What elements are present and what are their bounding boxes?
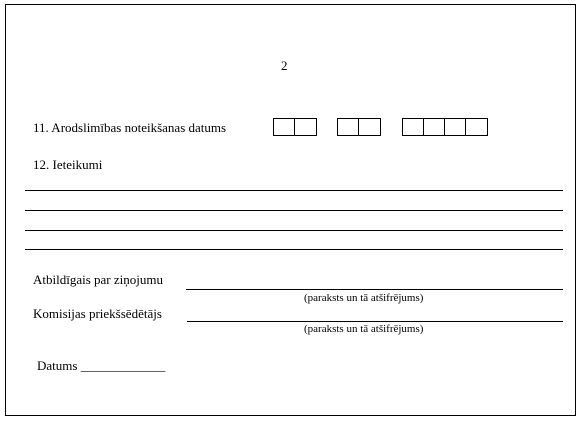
commission-chair-signature-line[interactable]: [187, 321, 563, 322]
date-footer-field[interactable]: Datums _____________: [37, 358, 166, 373]
responsible-person-label: Atbildīgais par ziņojumu: [33, 272, 163, 287]
diagnosis-date-month-boxes[interactable]: [337, 118, 381, 136]
recommendations-line[interactable]: [25, 249, 563, 250]
date-digit-box[interactable]: [424, 119, 445, 135]
diagnosis-date-day-boxes[interactable]: [273, 118, 317, 136]
date-digit-box[interactable]: [295, 119, 316, 135]
page-number: 2: [281, 58, 288, 73]
date-digit-box[interactable]: [445, 119, 466, 135]
recommendations-label: 12. Ieteikumi: [33, 157, 103, 172]
date-digit-box[interactable]: [359, 119, 380, 135]
commission-chair-signature-caption: (paraksts un tā atšifrējums): [304, 323, 424, 335]
diagnosis-date-year-boxes[interactable]: [402, 118, 488, 136]
date-digit-box[interactable]: [466, 119, 487, 135]
responsible-person-signature-caption: (paraksts un tā atšifrējums): [304, 292, 424, 304]
date-digit-box[interactable]: [403, 119, 424, 135]
responsible-person-signature-line[interactable]: [186, 289, 563, 290]
recommendations-line[interactable]: [25, 190, 563, 191]
commission-chair-label: Komisijas priekšsēdētājs: [33, 306, 162, 321]
recommendations-line[interactable]: [25, 230, 563, 231]
date-digit-box[interactable]: [338, 119, 359, 135]
diagnosis-date-label: 11. Arodslimības noteikšanas datums: [33, 120, 227, 135]
recommendations-line[interactable]: [25, 210, 563, 211]
date-digit-box[interactable]: [274, 119, 295, 135]
